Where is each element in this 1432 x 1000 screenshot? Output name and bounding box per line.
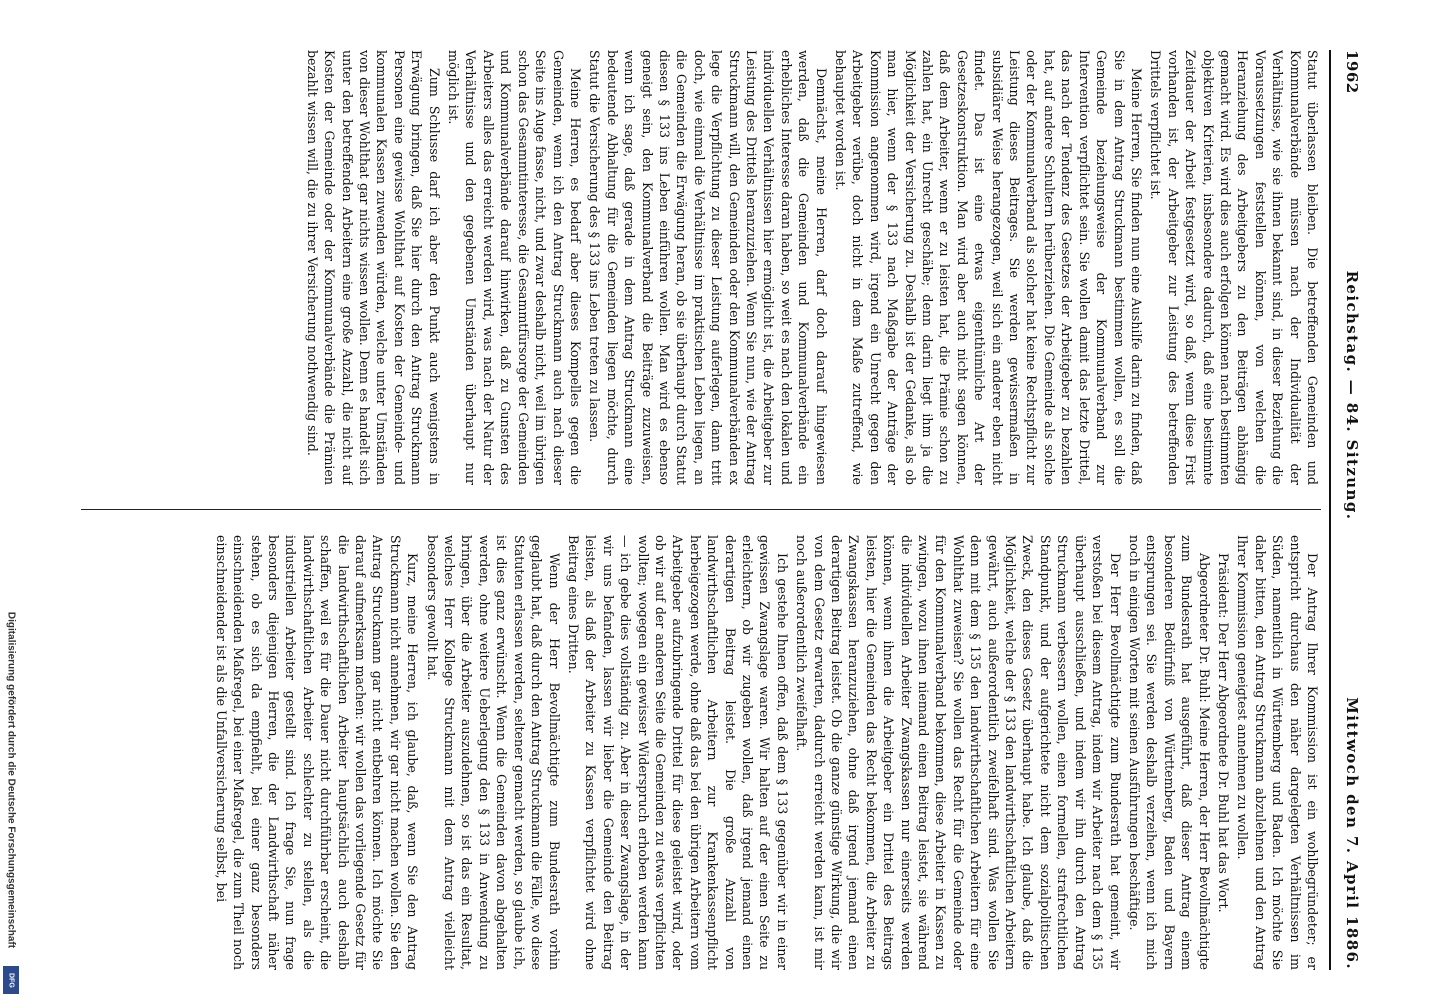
paragraph: Statut überlassen bleiben. Die betreffenden Gemeinden und Kommunalverbände müssen nach der Individualität der Verhältnisse, wie sie ihnen bekannt sind, in dieser Beziehung die Voraussetzungen feststellen können, von welchen die Heranziehung des Arbeitgebers zu den Beiträgen abhängig gemacht wird. Es wird dies auch erfolgen können nach bestimmten objektiven Kriterien, insbesondere dadurch, daß eine bestimmte Zeitdauer der Arbeit festgesetzt wird, so daß, wenn diese Frist vorhanden ist, der Arbeitgeber zur Leistung des betreffenden Drittels verpflichtet ist. xyxy=(1148,50,1320,485)
paragraph: Meine Herren, Sie finden nun eine Aushilfe darin zu finden, daß Sie in dem Antrag Struckmann bestimmen wollen, es soll die Gemeinde beziehungsweise der Kommunalverband zur Intervention verpflichtet sein. Sie wollen damit das letzte Drittel, das nach der Tendenz des Gesetzes der Arbeitgeber zu bezahlen hat, auf andere Schultern herüberziehen. Die Gemeinde als solche oder der Kommunalverband als solcher hat keine Rechtspflicht zur Leistung dieses Beitrages. Sie werden gewissermaßen in subsidiärer Weise herangezogen, weil sich ein anderer eben nicht findet. Das ist eine etwas eigenthümliche Art der Gesetzeskonstruktion. Man wird aber auch nicht sagen können, daß dem Arbeiter, wenn er zu leisten hat, die Prämie schon zu zahlen hat, ein Unrecht geschähe; denn darin liegt ihm ja die Möglichkeit der Versicherung zu. Deshalb ist der Gedanke, als ob man hier, wenn der § 133 nach Maßgabe der Anträge der Kommission angenommen wird, irgend ein Unrecht gegen den Arbeitgeber verübe, doch nicht in dem Maße zutreffend, wie behauptet worden ist. xyxy=(833,50,1144,485)
digitization-credit-strip xyxy=(0,0,22,1000)
printed-page xyxy=(71,50,1361,970)
column-divider xyxy=(81,509,1321,510)
paragraph: Meine Herren, es bedarf aber dieses Kompelles gegen die Gemeinden, wenn ich den Antrag Struckmann auch nach dieser Seite ins Auge fasse, nicht, und zwar deshalb nicht, weil im übrigen schon das Gesammtinteresse, die Gesammtfürsorge der Gemeinden und Kommunalverbände darauf hinwirken, daß zu Gunsten des Arbeiters alles das erreicht werden wird, was nach der Natur der Verhältnisse und den gegebenen Umständen überhaupt nur möglich ist. xyxy=(446,50,583,485)
page-number: 1962 xyxy=(1343,50,1361,94)
paragraph: Zum Schlusse darf ich aber den Punkt auch wenigstens in Erwägung bringen, daß Sie hier durch den Antrag Struckmann Personen eine gewisse Wohlthat auf Kosten der Gemeinde- und kommunalen Kassen zuwenden würden, welche unter Umständen von dieser Wohlthat gar nichts wissen wollen. Denn es handelt sich unter den betreffenden Arbeitern eine große Anzahl, die nicht auf Kosten der Gemeinde oder der Kommunalverbände die Prämien bezahlt wissen will, die zu ihrer Versicherung nothwendig sind. xyxy=(304,50,442,485)
paragraph: Wenn der Herr Bevollmächtigte zum Bundesrath vorhin geglaubt hat, daß durch den Antrag Struckmann die Fälle, wo diese Statuten erlassen werden, seltener gemacht werden, so glaube ich, ist dies ganz erwünscht. Wenn die Gemeinden davon abgehalten werden, ohne weitere Ueberlegung den § 133 in Anwendung zu bringen, über die Arbeiter auszudehnen, so ist das ein Resultat, welches Herr Kollege Struckmann mit dem Antrag vielleicht besonders gewollt hat. xyxy=(424,535,562,970)
paragraph: Demnächst, meine Herren, darf doch darauf hingewiesen werden, daß die Gemeinden und Kommunalverbände ein erhebliches Interesse daran haben, so weit es nach den lokalen und individuellen Verhältnissen hier ermöglicht ist, die Arbeitgeber zur Leistung des Drittels heranzuziehen. Wenn Sie nun, wie der Antrag Struckmann will, den Gemeinden oder den Kommunalverbänden ex lege die Verpflichtung zu dieser Leistung auferlegen, dann tritt doch, wie einmal die Verhältnisse im praktischen Leben liegen, an die Gemeinden die Erwägung heran, ob sie überhaupt durch Statut diesen § 133 ins Leben einführen wollen. Man wird es ebenso geneigt sein, den Kommunalverband die Beiträge zuzuweisen, wenn ich sage, daß gerade in dem Antrag Struckmann eine bedeutende Abhaltung für die Gemeinden liegen möchte, durch Statut die Versicherung des § 133 ins Leben treten zu lassen. xyxy=(587,50,829,485)
paragraph: Der Antrag Ihrer Kommission ist ein wohlbegründeter; er entspricht durchaus den näher dargelegten Verhältnissen im Süden, namentlich in Württemberg und Baden. Ich möchte Sie daher bitten, den Antrag Struckmann abzulehnen und den Antrag Ihrer Kommission geneigtest annehmen zu wollen. xyxy=(1235,535,1320,970)
right-column xyxy=(81,535,1321,970)
dfg-logo: DFG xyxy=(3,966,19,994)
left-column xyxy=(81,50,1321,485)
digitization-credit-text: Digitalisierung gefördert durch die Deutsche Forschungsgemeinschaft xyxy=(5,611,17,949)
session-title: Reichstag. — 84. Sitzung. xyxy=(1343,270,1361,521)
session-date: Mittwoch den 7. April 1886. xyxy=(1343,697,1361,970)
speaker-paragraph: Abgeordneter Dr. Buhl: Meine Herren, der Herr Bevollmächtigte zum Bundesrath hat ausgeführt, daß dieser Antrag einem besonderen Bedürfniß von Württemberg, Baden und Bayern entsprungen sei. Sie werden deshalb verzeihen, wenn ich mich noch in einigen Worten mit seinen Ausführungen beschäftige. xyxy=(1126,535,1212,970)
paragraph: Der Herr Bevollmächtigte zum Bundesrath hat gemeint, wir verstoßen bei diesem Antrag, indem wir Arbeiter nach dem § 135 überhaupt ausschließen, und indem wir ihn durch den Antrag Struckmann verbessern wollen, einen formellen, strafrechtlichen Standpunkt, und der aufgerichtete nicht dem sozialpolitischen Zweck, den dieses Gesetz überhaupt habe. Ich glaube, daß die Möglichkeit, welche der § 133 den landwirthschaftlichen Arbeitern gewährt, auch außerordentlich zweifelhaft sind. Was wollen Sie denn mit dem § 135 den landwirthschaftlichen Arbeitern für eine Wohlthat zuweisen? Sie wollen das Recht für die Gemeinde oder für den Kommunalverband bekommen, diese Arbeiter in Kassen zu zwingen, wozu ihnen niemand einen Beitrag leistet, sie während die individuellen Arbeiter Zwangskassen nur einerseits werden können, wenn ihnen die Arbeitgeber ein Drittel des Beitrags leisten, hier die Gemeinden das Recht bekommen, die Arbeiter zu Zwangskassen heranzuziehen, ohne daß irgend jemand einen derartigen Beitrag leistet. Ob die ganze günstige Wirkung, die wir von dem Gesetz erwarten, dadurch erreicht werden kann, ist mir noch außerordentlich zweifelhaft. xyxy=(794,535,1123,970)
speaker-paragraph: Präsident: Der Herr Abgeordnete Dr. Buhl hat das Wort. xyxy=(1215,553,1231,913)
paragraph: Ich gestehe Ihnen offen, daß dem § 133 gegenüber wir in einer gewissen Zwangslage waren. Wir halten auf der einen Seite zu erleichtern, ob wir zugeben wollen, daß irgend jemand einen derartigen Beitrag leistet. Die große Anzahl von landwirthschaftlichen Arbeitern zur Krankenkassenpflicht herbeigezogen werde, ohne daß das bei den übrigen Arbeitern vom Arbeitgeber aufzubringende Drittel für diese geleistet wird, oder ob wir auf der anderen Seite die Gemeinden zu etwas verpflichten wollten; wogegen ein gewisser Widerspruch erhoben werden kann — ich gebe dies vollständig zu. Aber in dieser Zwangslage, in der wir uns befanden, lassen wir lieber die Gemeinde den Beitrag leisten, als daß der Arbeiter zu Kassen verpflichtet wird ohne Beitrag eines Dritten. xyxy=(565,535,790,970)
paragraph: Kurz, meine Herren, ich glaube, daß, wenn Sie den Antrag Struckmann nicht annehmen, wir gar nicht machen wollen. Sie den Antrag Struckmann gar nicht entbehren können. Ich möchte Sie darauf aufmerksam machen: wir wollen das vorliegende Gesetz für die landwirthschaftlichen Arbeiter hauptsächlich auch deshalb schaffen, weil es für die Dauer nicht durchführbar erscheint, die landwirthschaftlichen Arbeiter schlechter zu stellen, als die industriellen Arbeiter gestellt sind. Ich frage Sie, nun frage besonders diejenigen Herren, die der Landwirthschaft näher stehen, ob es sich da empfiehlt, bei einer ganz besonders einschneidenden Maßregel, bei einer Maßregel, die zum Theil noch einschneidender ist als die Unfallversicherung selbst, bei xyxy=(213,535,421,970)
header-rule xyxy=(1329,50,1331,970)
running-head xyxy=(1335,50,1361,970)
